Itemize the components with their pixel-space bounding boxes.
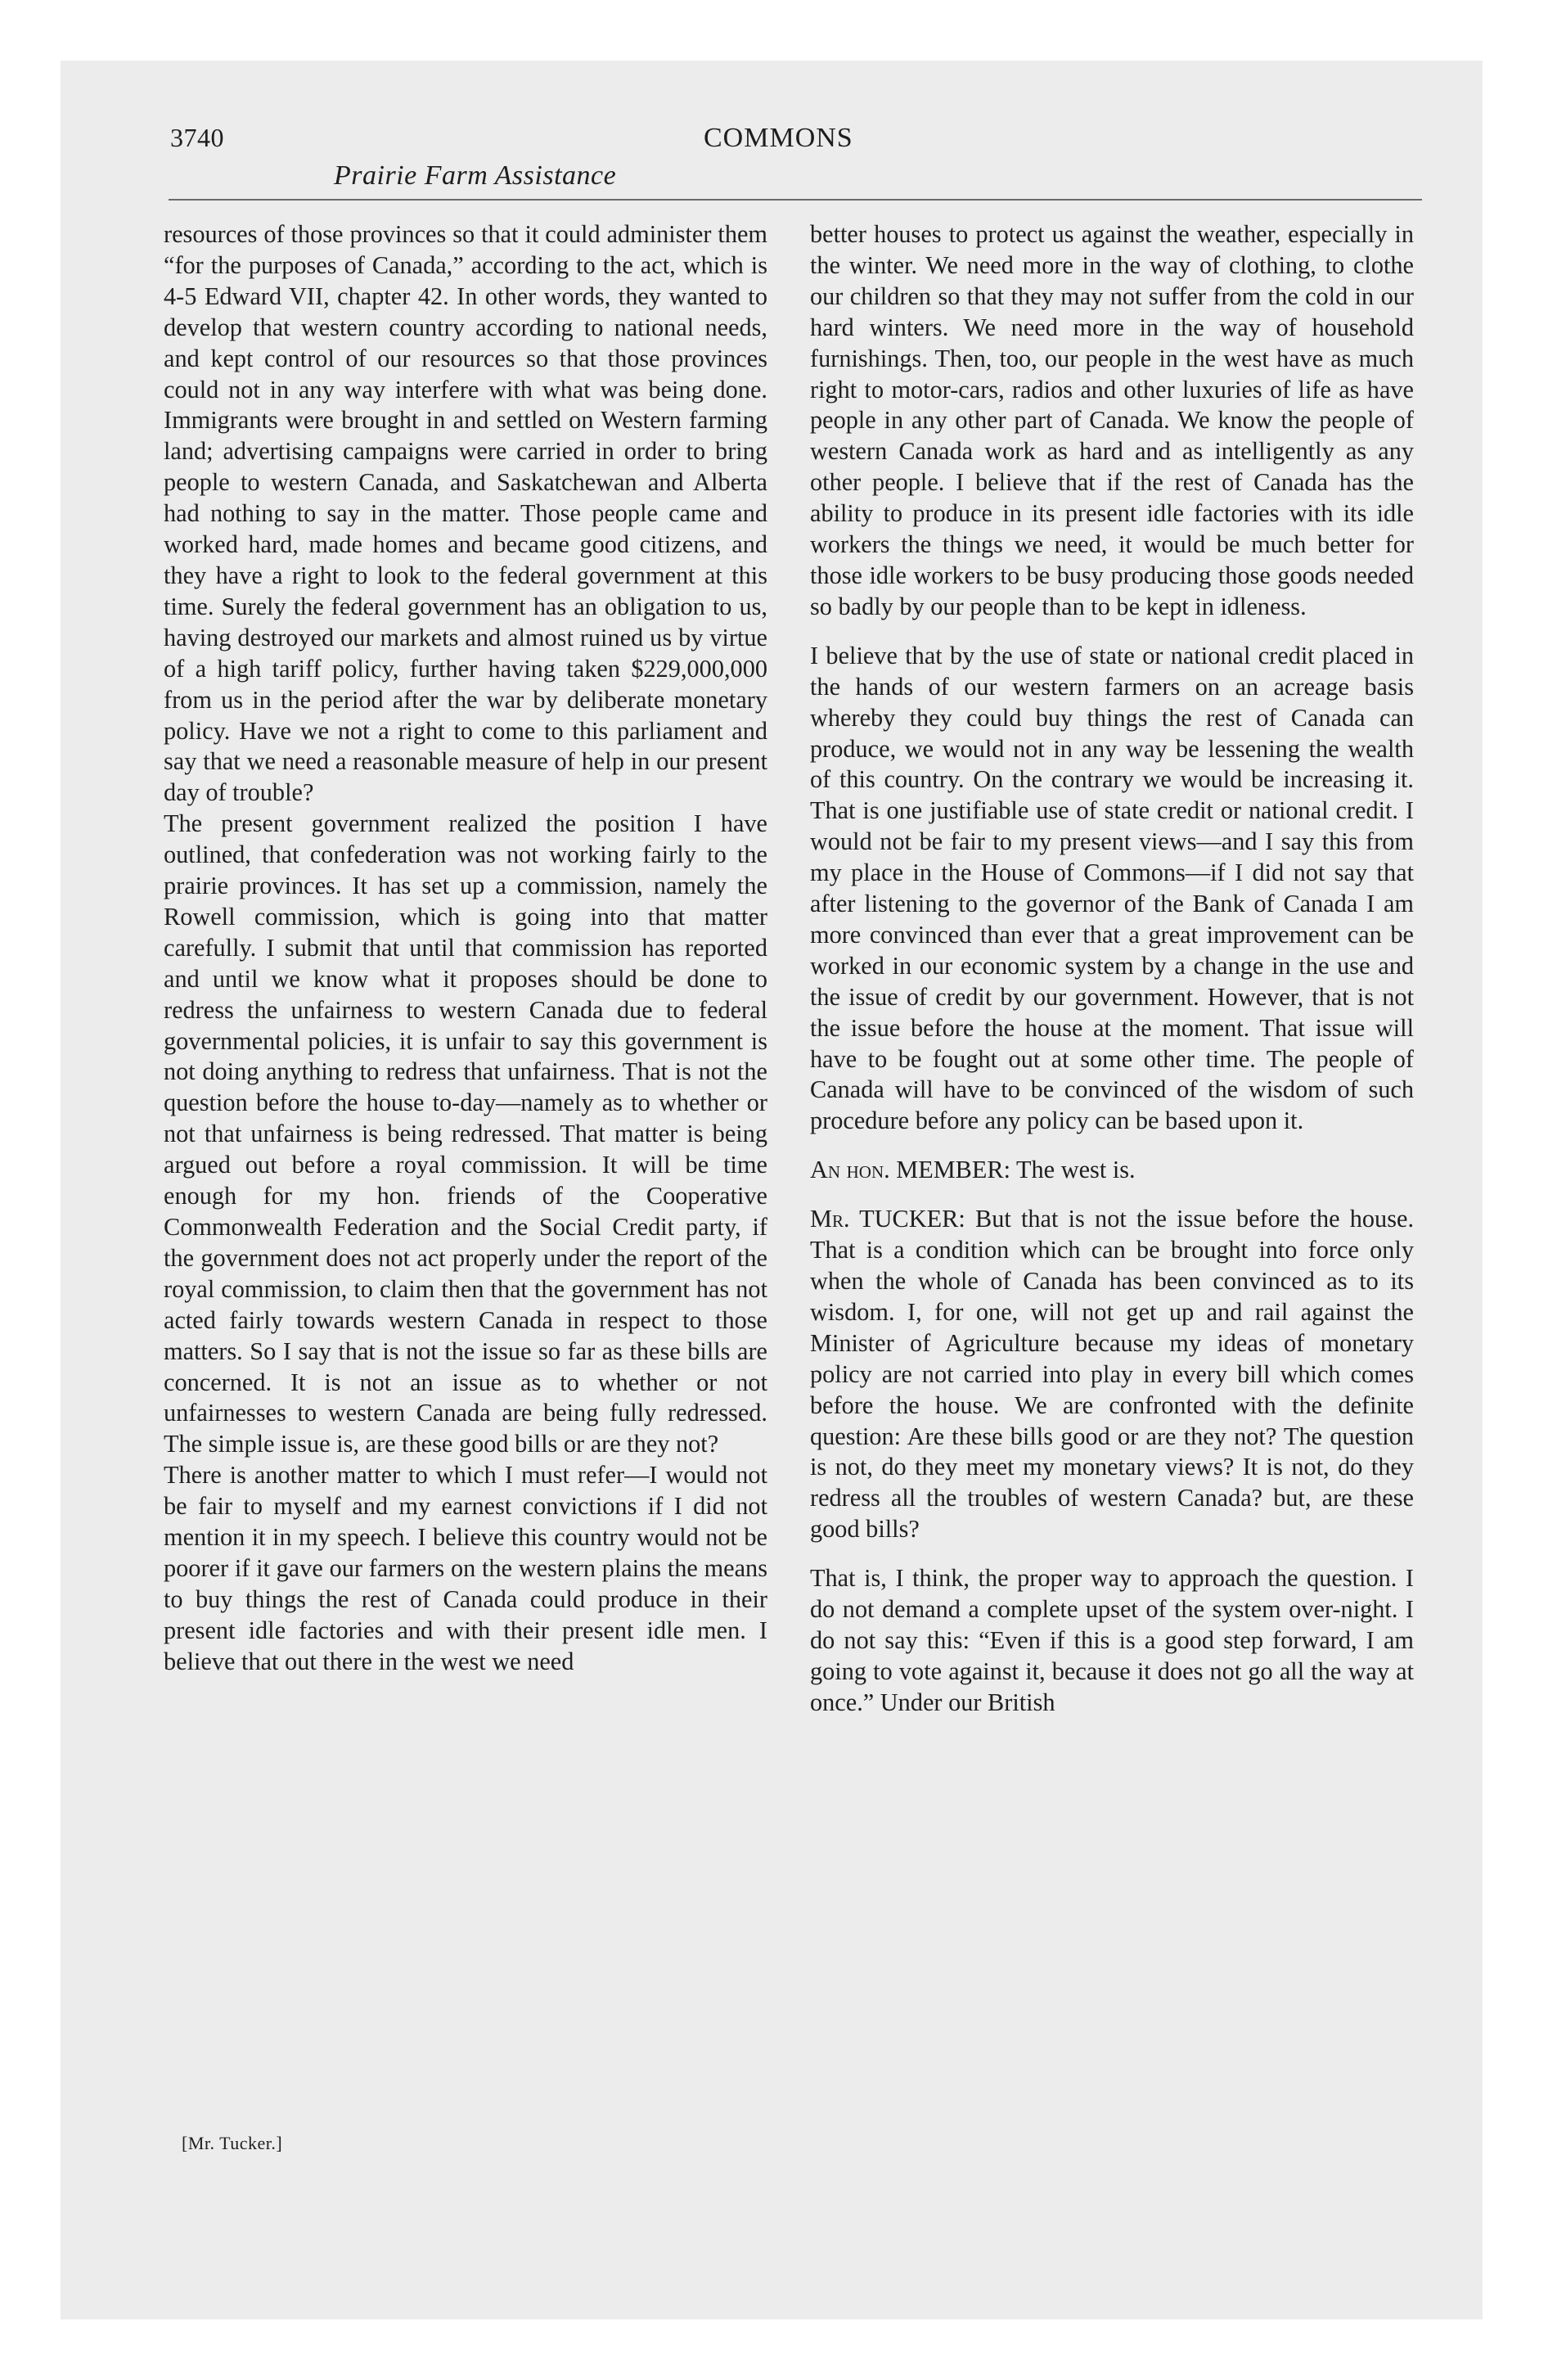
left-paragraph-1: resources of those provinces so that it could administer them “for the purposes of Canada,” according to the act, which is 4-5 Edward VII, chapter 42. In other words, they wanted to develop that western country according to national needs, and kept control of our resources so that those provinces could not in any way interfere with what was being done. Immigrants were brought in and settled on Western farming land; advertising campaigns were carried in order to bring people to western Canada, and Saskatchewan and Alberta had nothing to say in the matter. Those people came and worked hard, made homes and became good citizens, and they have a right to look to the federal government at this time. Surely the federal government has an obligation to us, having destroyed our markets and almost ruined us by virtue of a high tariff policy, further having taken $229,000,000 from us in the period after the war by deliberate monetary policy. Have we not a right to come to this parliament and say that we need a reasonable measure of help in our present day of trouble? [164, 220, 767, 807]
speaker-footnote: [Mr. Tucker.] [182, 2133, 283, 2153]
left-paragraph-3: There is another matter to which I must refer—I would not be fair to myself and my earnest convictions if I did not mention it in my speech. I believe this country would not be poorer if it gave our farmers on the western plains the means to buy things the rest of Canada could produce in their present idle factories and with their present idle men. I believe that out there in the west we need [164, 1461, 767, 1675]
interjection-text: The west is. [1016, 1156, 1136, 1184]
right-column [810, 219, 1414, 1719]
left-column [164, 219, 767, 1678]
left-paragraph-2: The present government realized the position I have outlined, that confederation was not working fairly to the prairie provinces. It has set up a commission, namely the Rowell commission, which is going into that matter carefully. I submit that until that commission has reported and until we know what it proposes should be done to redress the unfairness to western Canada due to federal governmental policies, it is unfair to say this government is not doing anything to redress that unfairness. That is not the question before the house to-day—namely as to whether or not that unfairness is being redressed. That matter is being argued out before a royal commission. It will be time enough for my hon. friends of the Cooperative Commonwealth Federation and the Social Credit party, if the government does not act properly under the report of the royal commission, to claim then that the government has not acted fairly towards western Canada in respect to those matters. So I say that is not the issue so far as these bills are concerned. It is not an issue as to whether or not unfairnesses to western Canada are being fully redressed. The simple issue is, are these good bills or are they not? [164, 809, 767, 1458]
page-number: 3740 [170, 123, 224, 152]
right-paragraph-2: I believe that by the use of state or national credit placed in the hands of our western farmers on an acreage basis whereby they could buy things the rest of Canada can produce, we would not in any way be lessening the wealth of this country. On the contrary we would be increasing it. That is one justifiable use of state credit or national credit. I would not be fair to my present views—and I say this from my place in the House of Commons—if I did not say that after listening to the governor of the Bank of Canada I am more convinced than ever that a great improvement can be worked in our economic system by a change in the use and the issue of credit by our government. However, that is not the issue before the house at the moment. That issue will have to be fought out at some other time. The people of Canada will have to be convinced of the wisdom of such procedure before any policy can be based upon it. [810, 641, 1414, 1135]
reply [810, 1204, 1414, 1545]
interjection-speaker: An hon. MEMBER: [810, 1156, 1010, 1184]
section-title: Prairie Farm Assistance [334, 160, 617, 191]
house-title: COMMONS [704, 123, 853, 153]
reply-text: But that is not the issue before the house. That is a condition which can be brought into force only when the whole of Canada has been convinced as to its wisdom. I, for one, will not get up and rail against the Minister of Agriculture because my ideas of monetary policy are not carried into play in every bill which comes before the house. We are confronted with the definite question: Are these bills good or are they not? The question is not, do they meet my monetary views? It is not, do they redress all the troubles of western Canada? but, are these good bills? [810, 1205, 1415, 1544]
interjection [810, 1155, 1414, 1186]
header-rule [169, 199, 1422, 201]
right-paragraph-1: better houses to protect us against the weather, especially in the winter. We need more in the way of clothing, to clothe our children so that they may not suffer from the cold in our hard winters. We need more in the way of household furnishings. Then, too, our people in the west have as much right to motor-cars, radios and other luxuries of life as have people in any other part of Canada. We know the people of western Canada work as hard and as intelligently as any other people. I believe that if the rest of Canada has the ability to produce in its present idle factories with its idle workers the things we need, it would be much better for those idle workers to be busy producing those goods needed so badly by our people than to be kept in idleness. [810, 220, 1414, 620]
reply-speaker: Mr. TUCKER: [810, 1205, 965, 1233]
right-paragraph-3: That is, I think, the proper way to approach the question. I do not demand a complete upset of the system over-night. I do not say this: “Even if this is a good step forward, I am going to vote against it, because it does not go all the way at once.” Under our British [810, 1564, 1414, 1716]
